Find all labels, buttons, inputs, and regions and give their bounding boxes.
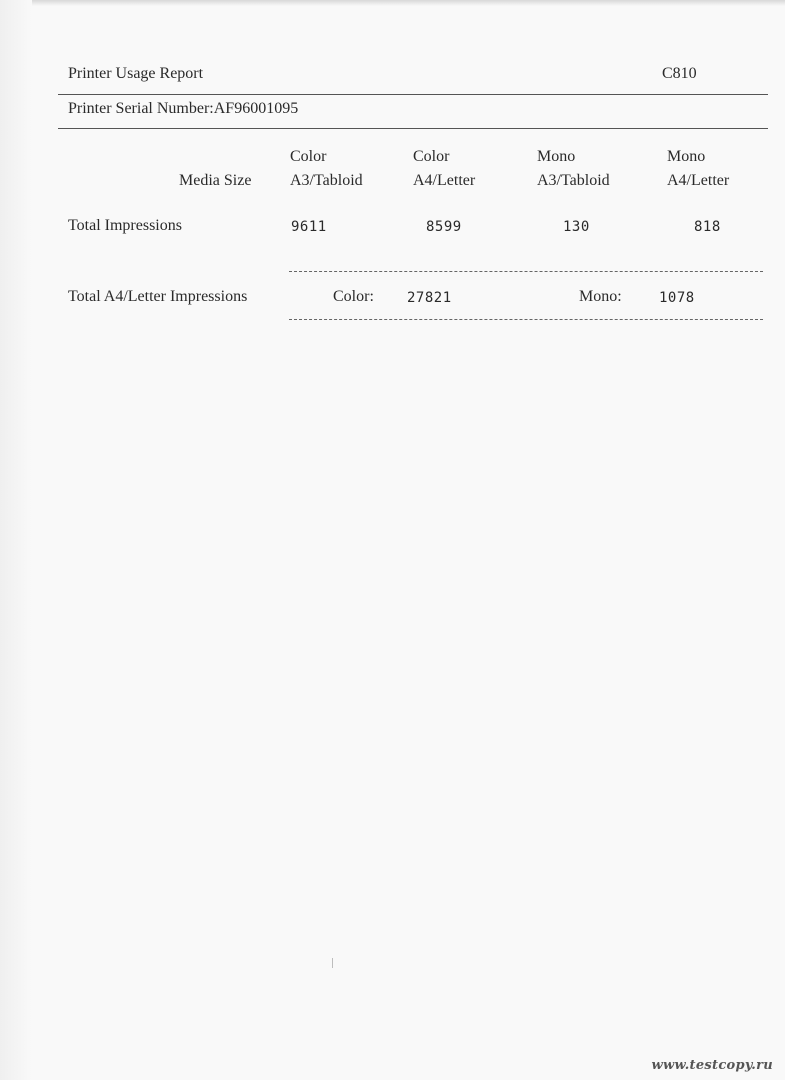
header-rule-bottom (58, 128, 768, 129)
total-impressions-label: Total Impressions (68, 217, 182, 234)
scan-shadow-left (0, 0, 32, 1080)
media-size-label: Media Size (179, 172, 252, 189)
total-a4-letter-label: Total A4/Letter Impressions (68, 288, 248, 305)
printer-model: C810 (662, 65, 697, 82)
serial-number-value: AF96001095 (213, 100, 299, 117)
total-color-value: 27821 (407, 290, 452, 306)
col-header-color-a4-line1: Color (413, 148, 450, 165)
col-header-mono-a3-line2: A3/Tabloid (537, 172, 610, 189)
total-mono-label: Mono: (579, 288, 622, 305)
col-header-color-a3-line2: A3/Tabloid (290, 172, 363, 189)
dashed-rule-upper (289, 271, 763, 272)
total-color-label: Color: (333, 288, 374, 305)
total-mono-value: 1078 (659, 290, 695, 306)
col-header-mono-a4-line1: Mono (667, 148, 706, 165)
impressions-color-a3: 9611 (291, 219, 327, 235)
report-title: Printer Usage Report (68, 65, 204, 82)
serial-number-line (68, 101, 298, 117)
scan-shadow-top (0, 0, 785, 6)
scan-speck (332, 958, 333, 968)
col-header-mono-a4-line2: A4/Letter (667, 172, 730, 189)
watermark-text: www.testcopy.ru (651, 1058, 773, 1073)
impressions-color-a4: 8599 (426, 219, 462, 235)
col-header-mono-a3-line1: Mono (537, 148, 576, 165)
serial-number-label: Printer Serial Number: (68, 100, 214, 117)
header-rule-top (58, 94, 768, 95)
col-header-color-a4-line2: A4/Letter (413, 172, 476, 189)
impressions-mono-a3: 130 (563, 219, 590, 235)
col-header-color-a3-line1: Color (290, 148, 327, 165)
impressions-mono-a4: 818 (694, 219, 721, 235)
dashed-rule-lower (289, 319, 763, 320)
